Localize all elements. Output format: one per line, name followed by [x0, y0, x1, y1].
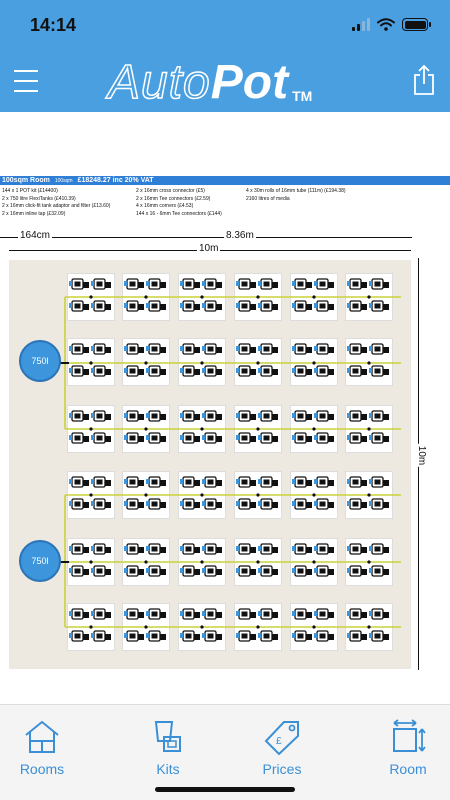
item-line: 4 x 30m rolls of 16mm tube (111m) (£194.38)	[246, 188, 346, 194]
item-line: 2160 litres of media	[246, 195, 290, 202]
item-column-3	[246, 188, 346, 203]
resize-icon	[388, 719, 428, 755]
dimension-room-height: 10m	[416, 445, 428, 466]
home-indicator	[155, 787, 295, 792]
nav-rooms-label: Rooms	[19, 761, 65, 777]
price-tag-icon	[262, 719, 302, 755]
room-info	[0, 176, 450, 219]
logo-auto: Auto	[108, 56, 211, 109]
dimension-room-width: 10m	[199, 243, 219, 254]
item-line: 2 x 750 litre FlexiTanks (£410.39)	[2, 195, 76, 202]
logo-tm: TM	[292, 88, 313, 104]
nav-rooms[interactable]	[2, 719, 82, 777]
item-line: 144 x 1 POT kit (£14400)	[2, 188, 58, 194]
tank-2-label: 750l	[31, 556, 49, 566]
item-line: 4 x 16mm corners (£4.53)	[136, 203, 194, 209]
autopot-logo	[108, 58, 312, 108]
logo-pot: Pot	[210, 56, 289, 109]
item-column-2	[136, 188, 222, 218]
status-icons	[352, 18, 428, 31]
wifi-icon	[377, 18, 395, 31]
item-column-1	[2, 188, 110, 218]
app-header	[0, 0, 450, 112]
nav-room-label: Room	[389, 761, 427, 777]
dimension-left-offset: 164cm	[20, 230, 51, 241]
bottom-nav	[0, 704, 450, 800]
nav-room[interactable]	[368, 719, 448, 777]
nav-prices-label: Prices	[262, 761, 302, 777]
tank-1[interactable]	[19, 340, 61, 382]
room-title-bar	[0, 176, 450, 185]
irrigation-tubes	[9, 260, 411, 669]
item-line: 2 x 16mm cross connector (£5)	[136, 188, 205, 194]
battery-icon	[402, 18, 428, 31]
pots-icon	[148, 719, 188, 755]
svg-text:£: £	[276, 736, 282, 747]
nav-prices[interactable]	[242, 719, 322, 777]
room-price: £18248.27 inc 20% VAT	[77, 177, 154, 184]
menu-icon[interactable]	[14, 70, 38, 92]
item-list	[0, 185, 450, 219]
house-icon	[22, 719, 62, 755]
item-line: 144 x 16 - 6mm Tee connectors (£144)	[136, 210, 222, 217]
share-icon[interactable]	[412, 64, 436, 96]
room-title: 100sqm Room	[2, 177, 50, 184]
item-line: 2 x 16mm click-fit tank adaptor and filter (£13.60)	[2, 203, 111, 209]
item-line: 2 x 16mm Tee connectors (£2.59)	[136, 195, 211, 202]
status-time: 14:14	[30, 15, 77, 35]
dimension-line-top	[0, 237, 412, 238]
item-line: 2 x 16mm inline tap (£32.09)	[2, 210, 66, 217]
dimension-total-width: 8.36m	[226, 230, 254, 241]
room-plan	[9, 260, 411, 669]
tank-2[interactable]	[19, 540, 61, 582]
nav-kits-label: Kits	[156, 761, 180, 777]
signal-icon	[352, 18, 370, 31]
nav-kits[interactable]	[128, 719, 208, 777]
status-bar	[0, 0, 450, 50]
tank-1-label: 750l	[31, 356, 49, 366]
room-title-small: 100sqm	[54, 178, 73, 184]
